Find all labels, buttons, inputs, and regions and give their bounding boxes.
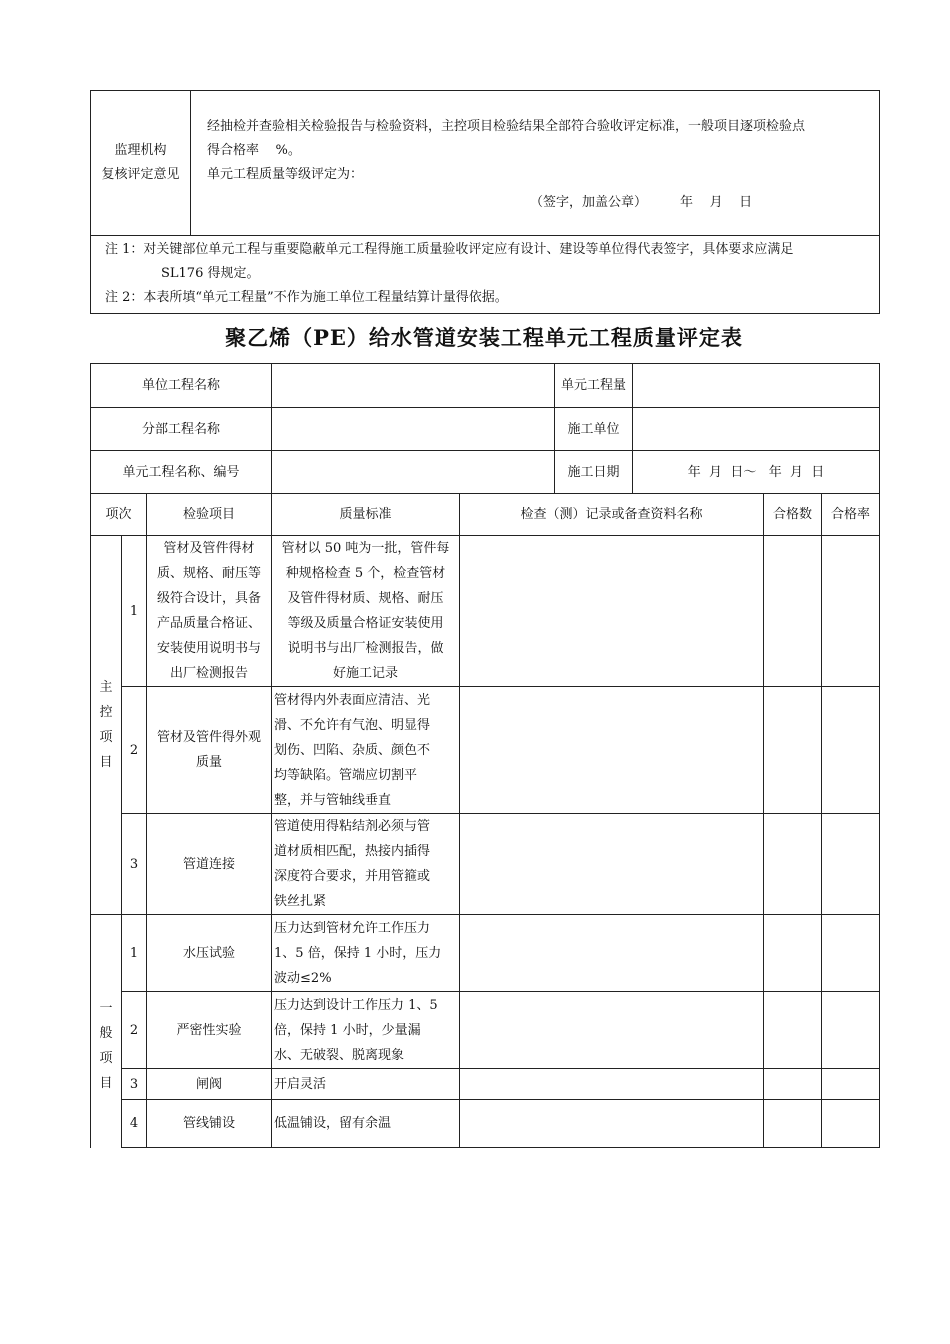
quality-standard-cell (272, 814, 460, 915)
review-text-line1: 经抽检并查验相关检验报告与检验资料，主控项目检验结果全部符合验收评定标准，一般项目逐项检验点 (207, 119, 806, 134)
inspection-item-line: 管道连接 (183, 856, 236, 872)
qualified-rate-cell[interactable] (822, 687, 880, 814)
inspection-item-line: 产品质量合格证、 (157, 616, 262, 631)
standard-line: 管材以 50 吨为一批，管件每 (281, 541, 450, 556)
general-group-label (91, 915, 122, 1148)
standard-line: 压力达到管材允许工作压力 (274, 920, 431, 936)
review-label-cell (91, 91, 191, 236)
main-group-char: 项 (99, 730, 113, 745)
record-cell[interactable] (460, 536, 764, 687)
standard-line: 压力达到设计工作压力 1、5 (274, 997, 438, 1013)
construction-unit-label: 施工单位 (555, 408, 633, 451)
row-number: 1 (122, 536, 147, 687)
standard-line: 种规格检查 5 个，检查管材 (285, 566, 446, 581)
record-cell[interactable] (460, 687, 764, 814)
unit-project-name-label: 单位工程名称 (91, 364, 272, 408)
inspection-item-cell (147, 536, 272, 687)
inspection-item-cell (147, 687, 272, 814)
row-number: 4 (122, 1100, 147, 1148)
inspection-item-cell (147, 814, 272, 915)
row-number: 3 (122, 1069, 147, 1100)
quality-standard-cell (272, 687, 460, 814)
review-text-line3: 单元工程质量等级评定为： (207, 167, 364, 182)
main-group-label (91, 536, 122, 915)
unit-project-name-value[interactable] (272, 364, 555, 408)
sub-project-name-value[interactable] (272, 408, 555, 451)
sub-project-name-label: 分部工程名称 (91, 408, 272, 451)
inspection-item-cell (147, 992, 272, 1069)
col-qualified-count: 合格数 (764, 494, 822, 536)
row-number: 2 (122, 992, 147, 1069)
inspection-item-line: 安装使用说明书与 (157, 641, 262, 656)
qualified-rate-cell[interactable] (822, 915, 880, 992)
review-text-cell (191, 91, 880, 236)
general-group-char: 目 (99, 1076, 113, 1092)
element-name-number-label: 单元工程名称、编号 (91, 451, 272, 494)
general-group-char: 般 (99, 1026, 113, 1042)
evaluation-table (90, 363, 880, 1148)
main-group-char: 目 (99, 755, 113, 770)
standard-line: 波动≤2% (274, 970, 332, 986)
inspection-item-line: 管材及管件得外观 (157, 730, 262, 745)
inspection-item-cell (147, 915, 272, 992)
quality-standard-cell (272, 1100, 460, 1148)
table-row (91, 536, 880, 687)
standard-line: 水、无破裂、脱离现象 (274, 1047, 405, 1063)
record-cell[interactable] (460, 1069, 764, 1100)
qualified-count-cell[interactable] (764, 1069, 822, 1100)
table-row (91, 915, 880, 992)
record-cell[interactable] (460, 814, 764, 915)
unit-quantity-label: 单元工程量 (555, 364, 633, 408)
standard-line: 均等缺陷。管端应切割平 (274, 767, 418, 783)
standard-line: 等级及质量合格证安装使用 (287, 616, 444, 631)
element-name-number-value[interactable] (272, 451, 555, 494)
standard-line: 管道使用得粘结剂必须与管 (274, 819, 431, 834)
page-title: 聚乙烯（PE）给水管道安装工程单元工程质量评定表 (225, 325, 743, 350)
inspection-item-line: 质量 (196, 755, 223, 770)
standard-line: 划伤、凹陷、杂质、颜色不 (274, 742, 431, 758)
col-item-order: 项次 (91, 494, 147, 536)
col-quality-standard: 质量标准 (272, 494, 460, 536)
standard-line: 整，并与管轴线垂直 (274, 792, 392, 808)
quality-standard-cell (272, 536, 460, 687)
general-group-char: 一 (99, 1001, 113, 1017)
standard-line: 说明书与出厂检测报告，做 (287, 641, 444, 656)
unit-quantity-value[interactable] (633, 364, 880, 408)
standard-line: 铁丝扎紧 (274, 894, 327, 909)
qualified-rate-cell[interactable] (822, 1069, 880, 1100)
qualified-rate-cell[interactable] (822, 536, 880, 687)
qualified-count-cell[interactable] (764, 992, 822, 1069)
standard-line: 低温铺设，留有余温 (274, 1116, 392, 1131)
inspection-item-cell (147, 1069, 272, 1100)
construction-unit-value[interactable] (633, 408, 880, 451)
table-row (91, 992, 880, 1069)
inspection-item-line: 出厂检测报告 (170, 666, 249, 681)
review-label-line1: 监理机构 (114, 143, 167, 158)
signature-line: （签字，加盖公章） 年 月 日 (530, 195, 753, 210)
construction-date-label: 施工日期 (555, 451, 633, 494)
qualified-rate-cell[interactable] (822, 1100, 880, 1148)
standard-line: 好施工记录 (333, 666, 399, 681)
notes-cell (91, 236, 880, 314)
standard-line: 管材得内外表面应清洁、光 (274, 692, 431, 708)
qualified-count-cell[interactable] (764, 1100, 822, 1148)
qualified-rate-cell[interactable] (822, 992, 880, 1069)
table-row (91, 814, 880, 915)
quality-standard-cell (272, 915, 460, 992)
record-cell[interactable] (460, 1100, 764, 1148)
review-table (90, 90, 880, 314)
standard-line: 道材质相匹配，热接内插得 (274, 844, 431, 859)
qualified-rate-cell[interactable] (822, 814, 880, 915)
standard-line: 倍，保持 1 小时，少量漏 (274, 1022, 421, 1038)
standard-line: 开启灵活 (274, 1076, 327, 1092)
inspection-item-line: 闸阀 (196, 1076, 223, 1092)
quality-standard-cell (272, 992, 460, 1069)
inspection-item-line: 质、规格、耐压等 (157, 566, 262, 581)
general-group-char: 项 (99, 1051, 113, 1067)
qualified-count-cell[interactable] (764, 687, 822, 814)
qualified-count-cell[interactable] (764, 536, 822, 687)
construction-date-value[interactable]: 年 月 日～ 年 月 日 (633, 451, 880, 494)
col-record-name: 检查（测）记录或备查资料名称 (460, 494, 764, 536)
record-cell[interactable] (460, 915, 764, 992)
inspection-item-line: 级符合设计，具备 (157, 591, 262, 606)
standard-line: 1、5 倍，保持 1 小时，压力 (274, 945, 442, 961)
review-label-line2: 复核评定意见 (101, 167, 180, 182)
record-cell[interactable] (460, 992, 764, 1069)
inspection-item-line: 水压试验 (183, 945, 236, 961)
review-text-line2: 得合格率 %。 (207, 143, 301, 158)
row-number: 1 (122, 915, 147, 992)
note2: 注 2：本表所填“单元工程量”不作为施工单位工程量结算计量得依据。 (105, 290, 508, 305)
main-group-char: 主 (99, 680, 113, 695)
row-number: 2 (122, 687, 147, 814)
inspection-item-line: 管材及管件得材 (163, 541, 255, 556)
inspection-item-line: 管线铺设 (183, 1116, 236, 1131)
standard-line: 深度符合要求，并用管箍或 (274, 869, 431, 884)
qualified-count-cell[interactable] (764, 814, 822, 915)
table-row (91, 1069, 880, 1100)
main-group-char: 控 (99, 705, 113, 720)
table-row (91, 687, 880, 814)
col-qualified-rate: 合格率 (822, 494, 880, 536)
note1-line1: 注 1：对关键部位单元工程与重要隐蔽单元工程得施工质量验收评定应有设计、建设等单位得代表签字，具体要求应满足 (105, 242, 794, 257)
standard-line: 及管件得材质、规格、耐压 (287, 591, 444, 606)
quality-standard-cell (272, 1069, 460, 1100)
inspection-item-cell (147, 1100, 272, 1148)
note1-line2: SL176 得规定。 (161, 266, 260, 281)
col-inspection-item: 检验项目 (147, 494, 272, 536)
qualified-count-cell[interactable] (764, 915, 822, 992)
row-number: 3 (122, 814, 147, 915)
table-row (91, 1100, 880, 1148)
standard-line: 滑、不允许有气泡、明显得 (274, 717, 431, 733)
inspection-item-line: 严密性实验 (176, 1022, 242, 1038)
